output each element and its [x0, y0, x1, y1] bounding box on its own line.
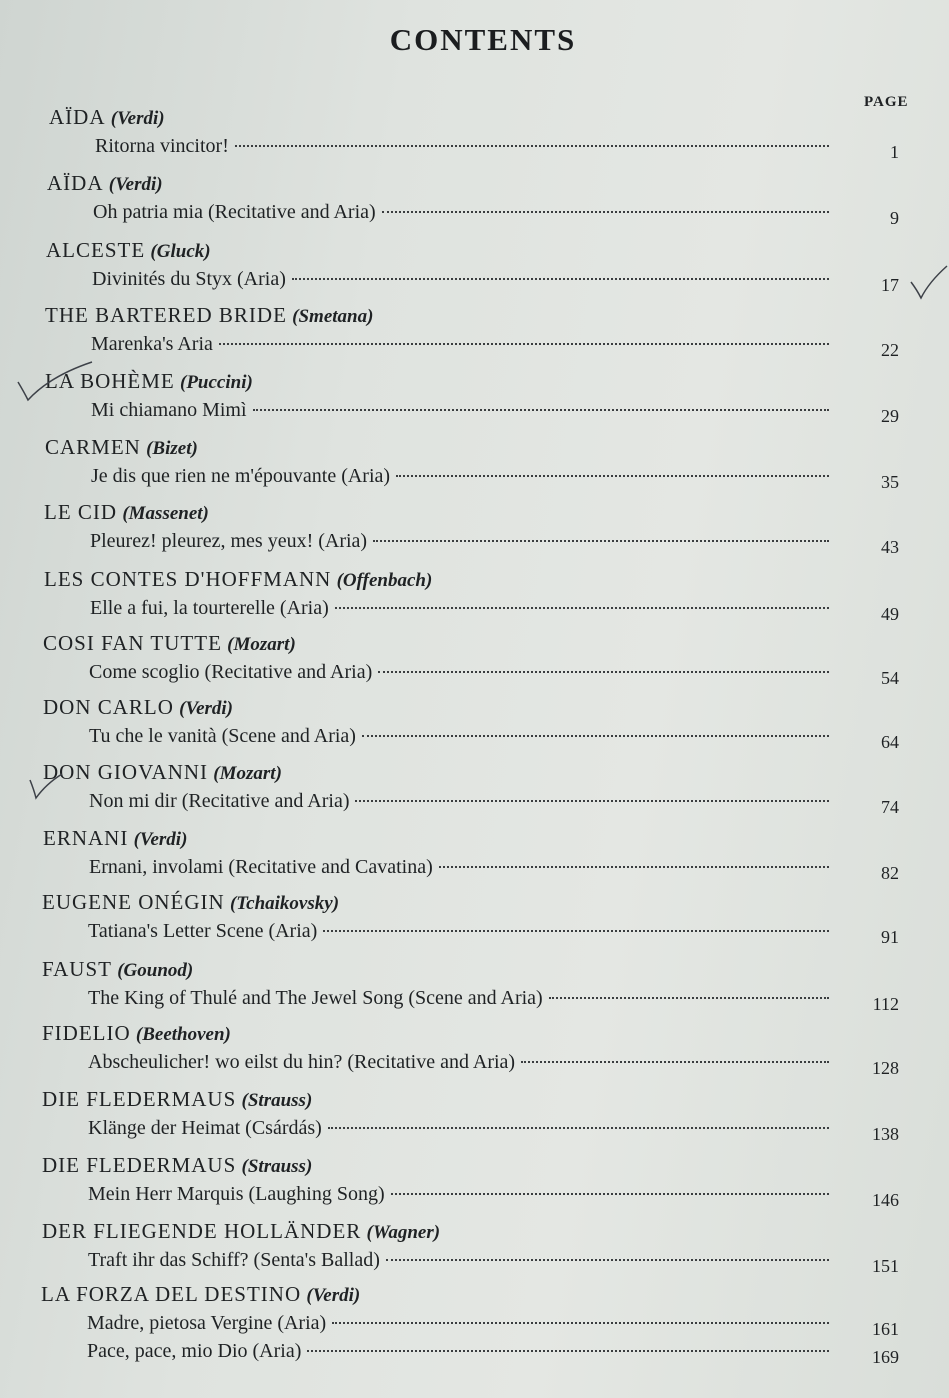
page-number: 49	[881, 604, 899, 624]
page-number: 169	[872, 1347, 899, 1367]
composer-name: (Mozart)	[213, 763, 282, 784]
aria-title: Pleurez! pleurez, mes yeux! (Aria)	[90, 530, 368, 552]
opera-title: DIE FLEDERMAUS	[42, 1087, 237, 1111]
aria-title: Mein Herr Marquis (Laughing Song)	[88, 1183, 385, 1205]
opera-title: AÏDA	[47, 171, 104, 195]
opera-title: FAUST	[42, 957, 112, 981]
composer-name: (Verdi)	[179, 698, 233, 719]
opera-title: ALCESTE	[46, 238, 146, 262]
composer-name: (Offenbach)	[336, 570, 433, 591]
page-number: 128	[872, 1058, 899, 1078]
aria-title: Come scoglio (Recitative and Aria)	[89, 661, 373, 683]
aria-title: Elle a fui, la tourterelle (Aria)	[90, 597, 329, 619]
toc-entry-row	[91, 396, 899, 424]
page-number: 64	[881, 732, 899, 752]
composer-name: (Verdi)	[108, 174, 163, 195]
aria-title: Non mi dir (Recitative and Aria)	[89, 790, 350, 812]
toc-entry-row	[87, 1337, 899, 1365]
toc-entry-row	[89, 722, 899, 750]
aria-title: Ritorna vincitor!	[95, 135, 229, 157]
toc-entry-row	[88, 917, 899, 945]
toc-entry-row	[93, 198, 899, 226]
opera-title: LA BOHÈME	[45, 369, 175, 393]
aria-title: Mi chiamano Mimì	[91, 399, 247, 421]
opera-heading	[42, 1218, 440, 1246]
opera-heading	[45, 434, 198, 462]
page-number: 138	[872, 1124, 899, 1144]
opera-heading	[42, 1152, 312, 1180]
opera-title: EUGENE ONÉGIN	[42, 890, 225, 914]
dot-leader	[219, 343, 829, 345]
dot-leader	[382, 211, 829, 213]
page-number: 146	[872, 1190, 899, 1210]
page-number: 161	[872, 1319, 899, 1339]
dot-leader	[391, 1193, 829, 1195]
page-number: 43	[881, 537, 899, 557]
opera-heading	[49, 104, 165, 132]
dot-leader	[292, 278, 829, 280]
dot-leader	[253, 409, 829, 411]
opera-heading	[45, 302, 373, 330]
composer-name: (Massenet)	[122, 503, 209, 524]
toc-entry-row	[92, 265, 899, 293]
page-number: 1	[890, 142, 899, 162]
pencil-checkmark-icon	[909, 262, 949, 302]
toc-entry-row	[88, 1114, 899, 1142]
composer-name: (Mozart)	[227, 634, 296, 655]
page-number: 151	[872, 1256, 899, 1276]
page-number: 82	[881, 863, 899, 883]
toc-entry-row	[95, 132, 899, 160]
pencil-checkmark-icon	[14, 356, 94, 406]
opera-title: FIDELIO	[42, 1021, 131, 1045]
dot-leader	[549, 997, 829, 999]
aria-title: Pace, pace, mio Dio (Aria)	[87, 1340, 302, 1362]
aria-title: Tatiana's Letter Scene (Aria)	[88, 920, 318, 942]
aria-title: Divinités du Styx (Aria)	[92, 268, 286, 290]
dot-leader	[396, 475, 829, 477]
dot-leader	[439, 866, 829, 868]
opera-heading	[47, 170, 163, 198]
opera-heading	[46, 237, 211, 265]
aria-title: The King of Thulé and The Jewel Song (Scene and Aria)	[88, 987, 543, 1009]
toc-entry-row	[90, 527, 899, 555]
opera-heading	[42, 889, 339, 917]
toc-entry-row	[89, 787, 899, 815]
dot-leader	[378, 671, 829, 673]
page-number: 17	[881, 275, 899, 295]
dot-leader	[362, 735, 829, 737]
composer-name: (Verdi)	[133, 829, 188, 850]
toc-entry-row	[87, 1309, 899, 1337]
opera-title: DON GIOVANNI	[43, 760, 209, 784]
opera-heading	[44, 566, 432, 594]
opera-title: LA FORZA DEL DESTINO	[41, 1282, 302, 1306]
aria-title: Klänge der Heimat (Csárdás)	[88, 1117, 322, 1139]
aria-title: Madre, pietosa Vergine (Aria)	[87, 1312, 327, 1334]
page-number: 29	[881, 406, 899, 426]
dot-leader	[355, 800, 829, 802]
dot-leader	[386, 1259, 829, 1261]
opera-title: AÏDA	[49, 105, 106, 129]
page-number: 9	[890, 208, 899, 228]
aria-title: Tu che le vanità (Scene and Aria)	[89, 725, 356, 747]
composer-name: (Strauss)	[241, 1090, 313, 1111]
page-number: 54	[881, 668, 899, 688]
toc-entry-row	[88, 1180, 899, 1208]
dot-leader	[307, 1350, 829, 1352]
aria-title: Oh patria mia (Recitative and Aria)	[93, 201, 376, 223]
page-title: CONTENTS	[389, 22, 577, 57]
opera-heading	[42, 956, 193, 984]
page-number: 91	[881, 927, 899, 947]
opera-title: LES CONTES D'HOFFMANN	[44, 567, 332, 591]
page-number: 74	[881, 797, 899, 817]
pencil-checkmark-icon	[26, 766, 66, 806]
dot-leader	[332, 1322, 829, 1324]
opera-title: COSI FAN TUTTE	[43, 631, 222, 655]
composer-name: (Smetana)	[292, 306, 374, 327]
opera-heading	[43, 630, 296, 658]
composer-name: (Gounod)	[117, 960, 194, 981]
opera-heading	[42, 1086, 312, 1114]
opera-title: DON CARLO	[43, 695, 174, 719]
composer-name: (Wagner)	[366, 1222, 441, 1243]
toc-entry-row	[88, 984, 899, 1012]
opera-heading	[44, 499, 209, 527]
opera-title: CARMEN	[45, 435, 141, 459]
dot-leader	[323, 930, 829, 932]
toc-entry-row	[90, 594, 899, 622]
opera-heading	[43, 759, 282, 787]
opera-title: DIE FLEDERMAUS	[42, 1153, 237, 1177]
toc-entry-row	[91, 462, 899, 490]
opera-title: THE BARTERED BRIDE	[45, 303, 287, 327]
dot-leader	[373, 540, 829, 542]
toc-entry-row	[91, 330, 899, 358]
opera-heading	[42, 1020, 231, 1048]
page-number: 22	[881, 340, 899, 360]
page-number: 35	[881, 472, 899, 492]
composer-name: (Tchaikovsky)	[229, 893, 340, 914]
toc-entry-row	[88, 1048, 899, 1076]
aria-title: Abscheulicher! wo eilst du hin? (Recitative and Aria)	[88, 1051, 516, 1073]
composer-name: (Bizet)	[146, 438, 198, 459]
opera-title: DER FLIEGENDE HOLLÄNDER	[42, 1219, 362, 1243]
composer-name: (Verdi)	[306, 1285, 361, 1306]
composer-name: (Beethoven)	[135, 1024, 231, 1045]
dot-leader	[328, 1127, 829, 1129]
dot-leader	[235, 145, 829, 147]
aria-title: Je dis que rien ne m'épouvante (Aria)	[91, 465, 391, 487]
page-column-label: PAGE	[864, 94, 909, 110]
opera-title: ERNANI	[43, 826, 129, 850]
composer-name: (Strauss)	[241, 1156, 313, 1177]
toc-entry-row	[88, 1246, 899, 1274]
composer-name: (Puccini)	[180, 372, 253, 393]
toc-entry-row	[89, 853, 899, 881]
toc-entry-row	[89, 658, 899, 686]
opera-heading	[41, 1281, 360, 1309]
dot-leader	[521, 1061, 829, 1063]
aria-title: Traft ihr das Schiff? (Senta's Ballad)	[88, 1249, 380, 1271]
aria-title: Ernani, involami (Recitative and Cavatina)	[89, 856, 433, 878]
opera-title: LE CID	[44, 500, 118, 524]
aria-title: Marenka's Aria	[91, 333, 213, 355]
composer-name: (Verdi)	[110, 108, 165, 129]
opera-heading	[43, 694, 233, 722]
opera-heading	[43, 825, 187, 853]
dot-leader	[335, 607, 829, 609]
page-number: 112	[872, 994, 899, 1014]
composer-name: (Gluck)	[150, 241, 211, 262]
